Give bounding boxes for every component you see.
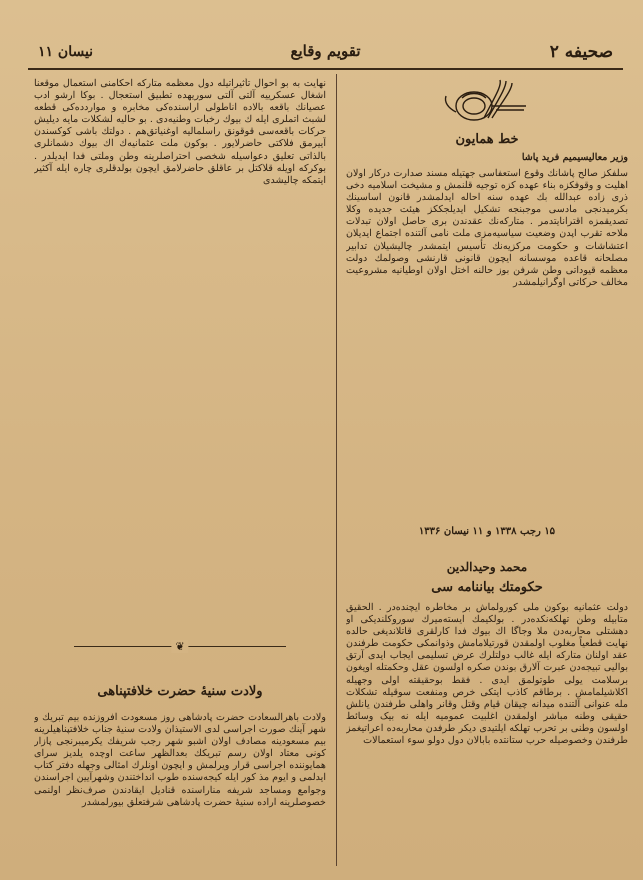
- sultan-signature: محمد وحیدالدین: [446, 560, 528, 574]
- newspaper-title: تقویم وقایع: [290, 42, 361, 60]
- page-label: صحیفه ۲: [549, 42, 613, 62]
- left-column: [34, 76, 326, 866]
- imperial-decree-text: سلفکز صالح پاشانك وقوع استعفاسی جهتیله مسند صدارت درکار اولان اهلیت و وقوفکزه بناء عهده کزه توجیه قلنمش و مشیخت اسلامیه دخی ذری زاده عبدالله بك عهده سنه احاله ایدلمشدر قانون اساسینك بکرمیدنجی مادسی موجبنجه تشکیل ایدیلجککز هیئت جدیده وکلا تصدیقمزه اقترانایتدمر . متارکه‌نك عقدندن بری حاصل اولان تبدلات ملاحه تقرب اپدن وضعیت سیاسیه‌مزی ملت نامی آلتنده اجتماع ایدیلان اعتشاشات و حکومت مرکزیه‌نك تأسیس ایتمشدر چالیشیلان تدابیر مصلحانه قاعده موسسانه ایچون قانونی قارنشی وصولمك دولت معظمه قیوداتی وطن شرفن بوز حالنه اختل اولان اوطیانیه مشروعیت مخالف حرکاتی اوگرانیلمشدر: [346, 168, 628, 288]
- section-title-government-statement: حکومتك بیاننامه سی: [431, 580, 543, 595]
- page-header: [28, 38, 623, 70]
- column-rule: [336, 74, 337, 866]
- divider-ornament-icon: ❦: [171, 640, 188, 653]
- issue-date: ۱۱ نیسان: [38, 44, 94, 60]
- tugra-seal-icon: [440, 78, 530, 126]
- article-continuation: نهایت به بو احوال تأثیراتیله دول معظمه متارکه احکامنی استعمال موقعنا اشغال عسکرییه آلتی آلتی سوریهده تطبیق استعجال . بوکا ارشو ادب عصیانك باقعه بالاده اناطولی اراسنده‌کی مخابره و مواردده‌کی قطعه لشبث اتملری ایله ك بیوك رخبات وطنیه‌دی . بو حالیه لشکلات مایه‌ دیلیش حرکات باقعه‌سی قوقونق راسلمالیه اوغنیاتق‌هم . دولتك باشی کوکسندن آییرمق فلاکتی حاضرلایور . بوکون ملت عثمانیه‌ك اك بیوك دشمانلری بالذاتی تعلیق دعواسیله شخصی احتراصلرینه وطن وملتی فدا ایدیلدر . بوکرکه اویله قلاکتل بر عاقلق حاضرلامق ایچون بولدقلری چاره ایله آکثیر ایتمکه چالیشدی: [34, 78, 326, 186]
- birth-celebration-text: ولادت باهرالسعادت حضرت پادشاهی روز مسعودت افروزنده بیم تبریك و شهر آینك صورت اجراسی لدی الاستیذان ولادت سنیهٔ جناب خلافتپناهیلرینه بیم مسعودینه مصادف اولان اشبو شهر رجب شریفك یکرمیبرنجی پازار کونی معتاد اولان رسم تبریكك بعدالظهر ساعت اوچده یلدیز سرای همایوننده اجراسی قرار ویرلمش و ایچون اونلرك امثالی وجهله دفتر کتاب ایدلمی و ایوم مذ کور ایله کیجه‌سنده طوب انداختندن وشهرآیین اجراسندن وجوامع ومساجد شریفه منار‌اسنده قنادیل ایقادندن صرف‌نظر اولنمی خصوصلرینه اراده سنیهٔ حضرت پادشاهی شرفتعلق بیورلمشدر: [34, 712, 326, 808]
- section-divider: [74, 640, 286, 655]
- section-title-birth-celebration: ولادت سنیهٔ حضرت خلافتپناهی: [97, 684, 263, 699]
- government-statement-text: دولت عثمانیه بوکون ملی کورولماش بر مخاطره ایچنده‌در . الحقیق متابیله وطن تهلکه‌نکده‌در . بولکیمك ایسته‌میرك سوروکلندیکی او دهشتلی محاربه‌دن ملا وجاگا اك بیوك فدا کارلقری قاتلاندیغی حالده نهایت قطعیاً مغلوب اولمقدن قورتیلامامش وذوانمکی حکومت طرفندن عقد اولنان متارکه ایله غالب دولتلرك عرض تسلیمی ایجاب ایدی آرتق بوالیی تبیجه‌دن عبرت آلارق بوندن صکره اولسون عقل وحکمتله اویغون برسلامت یولی طوتولمق ایدی . فقط بوحقیقته اولی وجهیله اکلاشیلمامش . برطاقم کاذب ایتکی خرص ومنفعت سوقیله تشکلات مله عنوانی آلتنده میدانه چیقان قیام وقتل وقانر واهلی طرفندن یانلش حقیقی وطنه مباشر اولمقدن اغلبیت عمومیه ایله نه بیک وسائط اولسون وطنی بر تحرب تهلکه ایلتیدی دیکر طرفدن محاربه‌ده اعراتیغمز طرفندن وخصوصیله حرب ستانتده بابالان دول دولو سوء استعمالات: [346, 602, 628, 747]
- right-column: [346, 76, 628, 866]
- decree-date: ۱۵ رجب ۱۳۳۸ و ۱۱ نیسان ۱۳۳۶: [418, 526, 556, 537]
- decree-addressee: وزیر معالیسیمیم فرید پاشا: [521, 152, 628, 163]
- section-title-imperial-decree: خط همایون: [455, 132, 519, 147]
